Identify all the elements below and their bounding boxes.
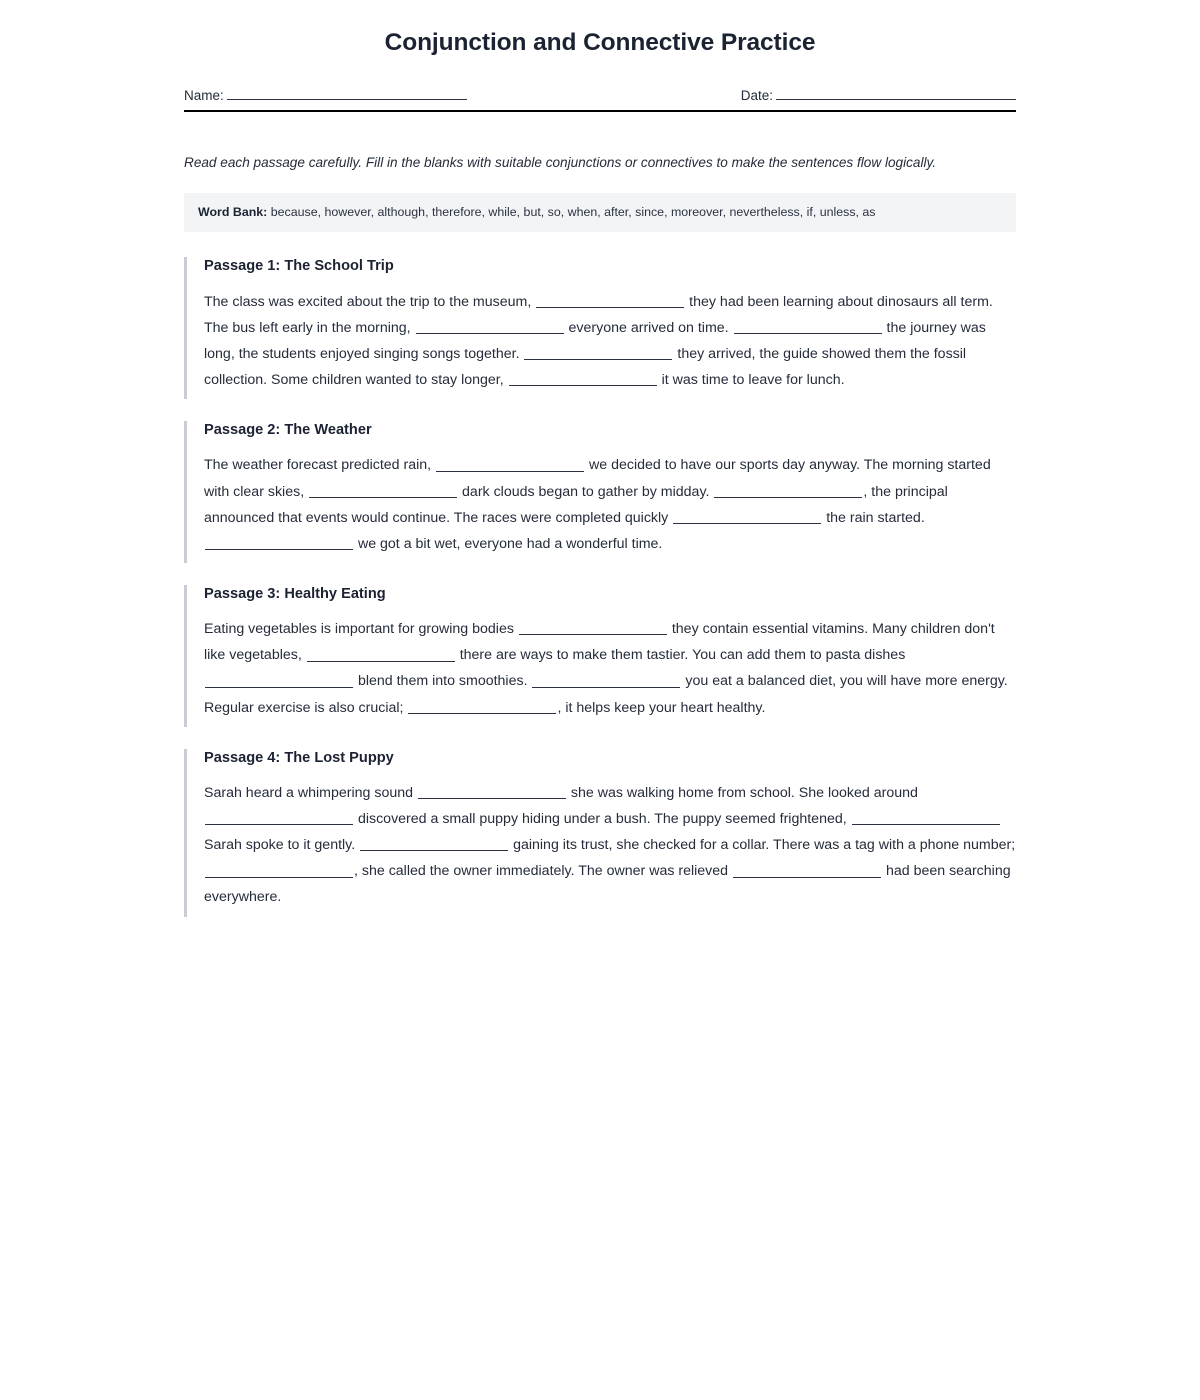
name-label: Name: (184, 88, 224, 104)
passage-body (204, 616, 1016, 721)
passage-body (204, 452, 1016, 557)
word-bank-words: because, however, although, therefore, while, but, so, when, after, since, moreover, nevertheless, if, unless, as (270, 205, 876, 220)
passage-segment: Sarah spoke to it gently. (204, 837, 356, 854)
answer-blank[interactable] (205, 672, 353, 687)
passage-segment: Sarah heard a whimpering sound (204, 784, 414, 801)
date-underline (776, 88, 1016, 100)
answer-blank[interactable] (714, 483, 862, 498)
passage-segment: had been searching everywhere. (204, 863, 1011, 906)
passage-segment: there are ways to make them tastier. You can add them to pasta dishes (459, 647, 906, 664)
passage-segment: blend them into smoothies. (357, 673, 528, 690)
passage-segment: the journey was long, the students enjoyed singing songs together. (204, 319, 986, 362)
passage-segment: discovered a small puppy hiding under a bush. The puppy seemed frightened, (357, 811, 847, 828)
passage-segment: they arrived, the guide showed them the fossil collection. Some children wanted to stay longer, (204, 345, 967, 389)
answer-blank[interactable] (519, 620, 667, 635)
page-title: Conjunction and Connective Practice (384, 29, 816, 56)
passage-3 (184, 585, 1016, 727)
passage-segment: , it helps keep your heart healthy. (557, 699, 766, 716)
passage-title: Passage 3: Healthy Eating (204, 585, 386, 602)
answer-blank[interactable] (673, 509, 821, 524)
answer-blank[interactable] (309, 483, 457, 498)
passage-segment: Eating vegetables is important for growing bodies (204, 621, 514, 638)
passage-segment: you eat a balanced diet, you will have more energy. Regular exercise is also crucial; (204, 673, 1008, 716)
passage-4 (184, 749, 1016, 917)
passage-body (204, 289, 1016, 394)
answer-blank[interactable] (436, 457, 584, 472)
passage-segment: the rain started. (826, 509, 925, 526)
passage-2 (184, 421, 1016, 563)
answer-blank[interactable] (205, 535, 353, 550)
answer-blank[interactable] (733, 862, 881, 877)
name-input-line[interactable] (227, 88, 467, 103)
passage-1 (184, 257, 1016, 399)
answer-blank[interactable] (852, 810, 1000, 825)
word-bank (184, 193, 1016, 232)
answer-blank[interactable] (536, 293, 684, 308)
passage-segment: they had been learning about dinosaurs all term. The bus left early in the morning, (204, 293, 993, 336)
passage-segment: gaining its trust, she checked for a collar. There was a tag with a phone number; (513, 837, 1016, 854)
passage-title: Passage 1: The School Trip (204, 258, 394, 275)
passage-segment: we got a bit wet, everyone had a wonderful time. (357, 535, 663, 552)
answer-blank[interactable] (205, 862, 353, 877)
answer-blank[interactable] (416, 319, 564, 334)
name-date-row (184, 88, 1016, 112)
instructions-text: Read each passage carefully. Fill in the blanks with suitable conjunctions or connectives to make the sentences flow logically. (184, 155, 937, 171)
passage-segment: The weather forecast predicted rain, (204, 457, 432, 474)
answer-blank[interactable] (307, 646, 455, 661)
answer-blank[interactable] (509, 371, 657, 386)
passage-segment: we decided to have our sports day anyway. The morning started with clear skies, (204, 457, 991, 500)
answer-blank[interactable] (734, 319, 882, 334)
passage-segment: , the principal announced that events would continue. The races were completed quickly (204, 483, 948, 526)
name-underline (227, 88, 467, 100)
answer-blank[interactable] (524, 345, 672, 360)
answer-blank[interactable] (205, 810, 353, 825)
answer-blank[interactable] (418, 784, 566, 799)
passage-segment: The class was excited about the trip to the museum, (204, 293, 532, 310)
date-input-line[interactable] (776, 88, 1016, 103)
name-field[interactable] (184, 88, 467, 103)
passage-title: Passage 2: The Weather (204, 422, 372, 439)
answer-blank[interactable] (532, 672, 680, 687)
answer-blank[interactable] (408, 699, 556, 714)
word-bank-label: Word Bank: (198, 205, 268, 220)
passage-segment: everyone arrived on time. (568, 319, 729, 336)
passage-segment: she was walking home from school. She looked around (570, 784, 918, 801)
answer-blank[interactable] (360, 836, 508, 851)
passage-segment: it was time to leave for lunch. (661, 372, 845, 389)
passage-body (204, 780, 1016, 911)
date-label: Date: (740, 88, 773, 104)
passage-segment: , she called the owner immediately. The owner was relieved (354, 863, 729, 880)
passages-list (184, 257, 1016, 916)
passage-title: Passage 4: The Lost Puppy (204, 749, 394, 766)
passage-segment: dark clouds began to gather by midday. (462, 483, 710, 500)
date-field[interactable] (741, 88, 1016, 103)
passage-segment: they contain essential vitamins. Many children don't like vegetables, (204, 621, 995, 664)
